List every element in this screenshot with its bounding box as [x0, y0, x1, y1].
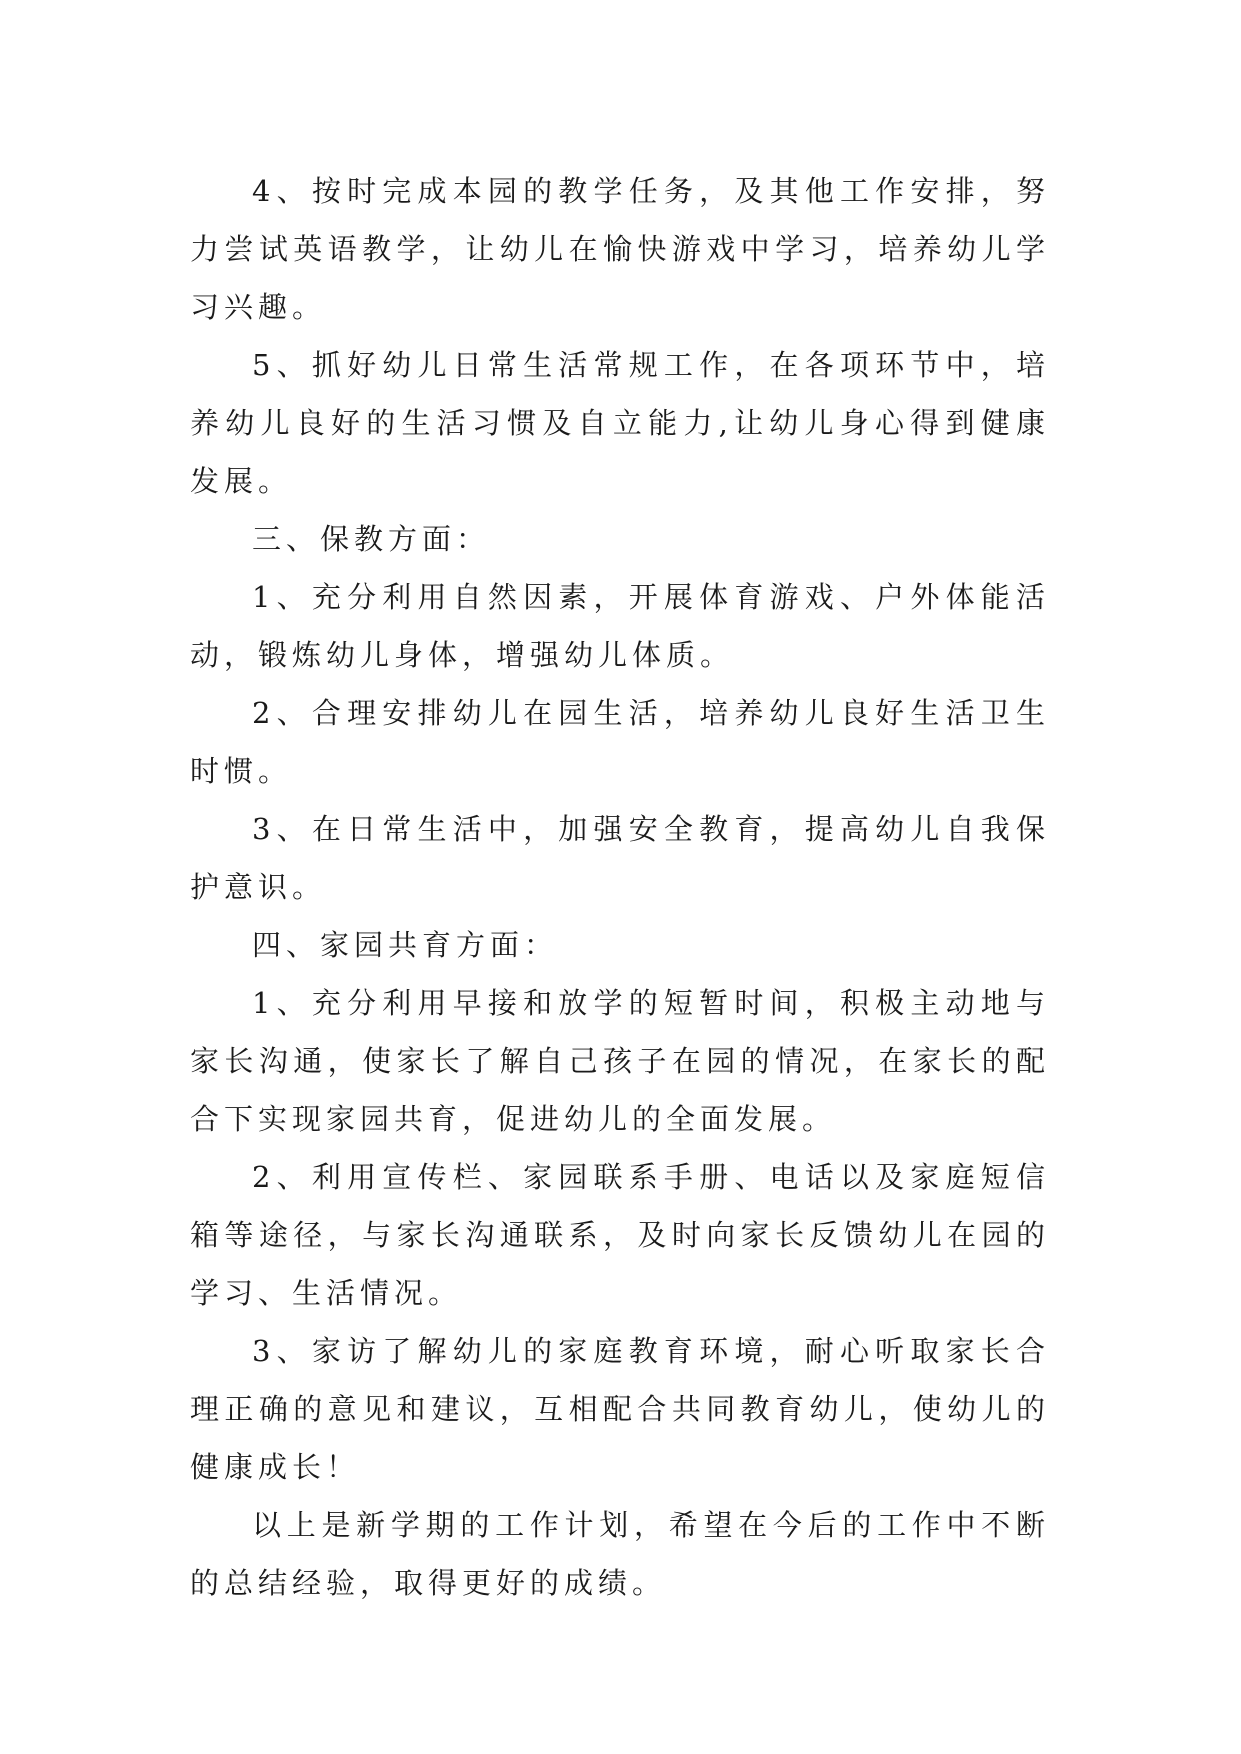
section-heading-care-education: 三、保教方面：: [252, 522, 491, 556]
paragraph-contact-channels: 2、利用宣传栏、家园联系手册、电话以及家庭短信箱等途径，与家长沟通联系，及时向家长反馈幼儿在园的学习、生活情况。: [190, 1160, 1050, 1310]
document-body: [190, 162, 1050, 1612]
paragraph-home-visit: 3、家访了解幼儿的家庭教育环境，耐心听取家长合理正确的意见和建议，互相配合共同教育幼儿，使幼儿的健康成长！: [190, 1334, 1050, 1484]
section-heading-home-school: 四、家园共育方面：: [252, 928, 559, 962]
paragraph-teaching-task: 4、按时完成本园的教学任务，及其他工作安排，努力尝试英语教学，让幼儿在愉快游戏中学习，培养幼儿学习兴趣。: [190, 174, 1050, 324]
paragraph-daily-routine: 5、抓好幼儿日常生活常规工作，在各项环节中，培养幼儿良好的生活习惯及自立能力,让幼儿身心得到健康发展。: [190, 348, 1050, 498]
paragraph-closing: 以上是新学期的工作计划，希望在今后的工作中不断的总结经验，取得更好的成绩。: [190, 1508, 1050, 1600]
paragraph-parent-communication: 1、充分利用早接和放学的短暂时间，积极主动地与家长沟通，使家长了解自己孩子在园的情况，在家长的配合下实现家园共育，促进幼儿的全面发展。: [190, 986, 1050, 1136]
paragraph-safety-education: 3、在日常生活中，加强安全教育，提高幼儿自我保护意识。: [190, 812, 1050, 904]
paragraph-hygiene-habits: 2、合理安排幼儿在园生活，培养幼儿良好生活卫生时惯。: [190, 696, 1050, 788]
paragraph-physical-activity: 1、充分利用自然因素，开展体育游戏、户外体能活动，锻炼幼儿身体，增强幼儿体质。: [190, 580, 1050, 672]
